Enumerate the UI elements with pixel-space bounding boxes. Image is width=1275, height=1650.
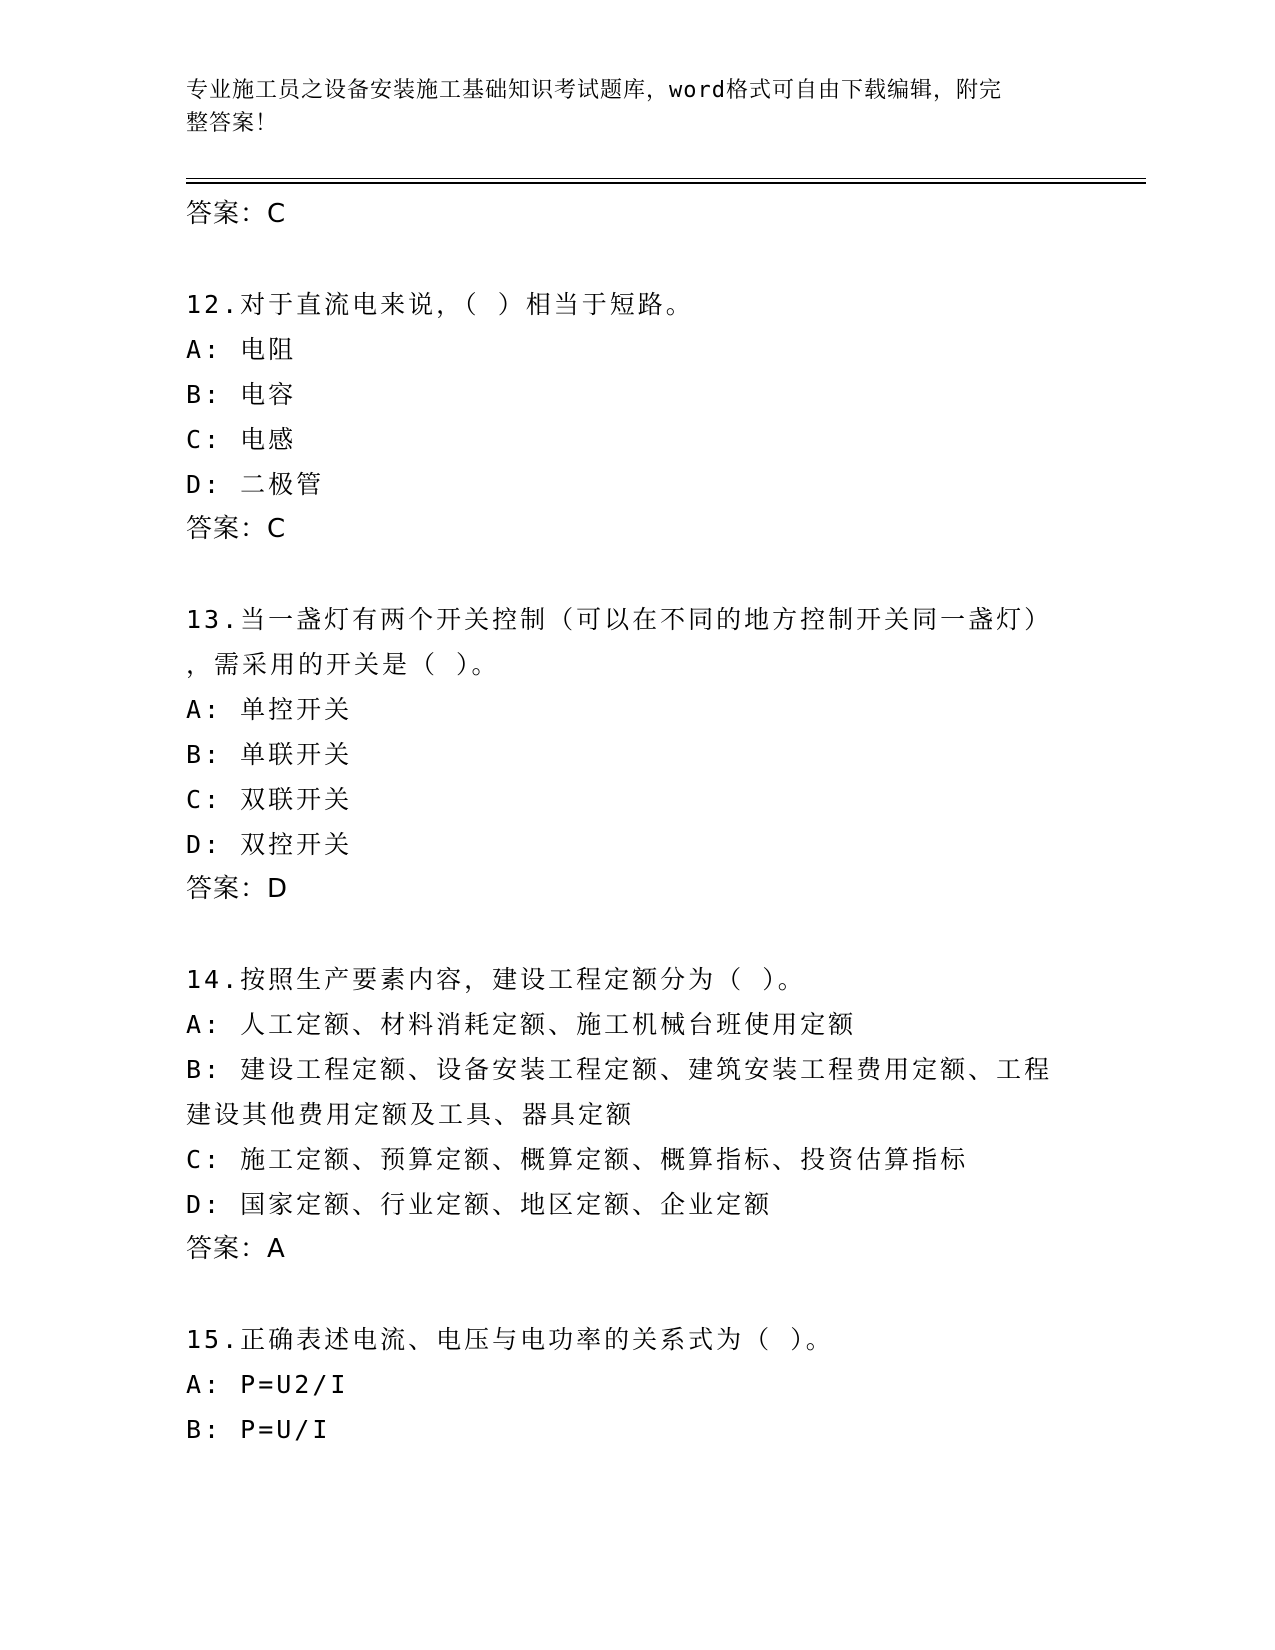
header-line: 整答案！ [186,111,279,136]
option-line: D: 国家定额、行业定额、地区定额、企业定额 [186,1190,773,1219]
header-rule [186,178,1146,179]
question-spacer [186,912,1086,957]
option-line: C: 施工定额、预算定额、概算定额、概算指标、投资估算指标 [186,1145,969,1174]
option-line: 建设其他费用定额及工具、器具定额 [186,1100,635,1129]
answer-line: 答案：D [186,874,289,904]
answer-line: 答案：C [186,199,287,229]
question-stem: 15.正确表述电流、电压与电功率的关系式为（ ）。 [186,1325,834,1354]
option-line: C: 双联开关 [186,785,353,814]
question-stem: 14.按照生产要素内容，建设工程定额分为（ ）。 [186,965,806,994]
answer-line: 答案：C [186,514,287,544]
question-stem: 12.对于直流电来说，（ ）相当于短路。 [186,290,694,319]
question-spacer [186,1272,1086,1317]
question-block [186,597,1086,912]
question-block [186,1317,1086,1452]
option-line: A: P=U2/I [186,1370,349,1399]
question-spacer [186,237,1086,282]
header-line: 专业施工员之设备安装施工基础知识考试题库，word格式可自由下载编辑，附完 [186,78,1002,103]
option-line: D: 二极管 [186,470,325,499]
answer-line: 答案：A [186,1234,286,1264]
option-line: A: 人工定额、材料消耗定额、施工机械台班使用定额 [186,1010,857,1039]
option-line: A: 单控开关 [186,695,353,724]
document-header [186,74,1066,140]
option-line: A: 电阻 [186,335,297,364]
question-list [186,192,1086,1452]
option-line: B: 单联开关 [186,740,353,769]
option-line: B: 电容 [186,380,297,409]
question-block [186,957,1086,1272]
header-rule [186,182,1146,184]
option-line: B: P=U/I [186,1415,331,1444]
option-line: C: 电感 [186,425,297,454]
question-stem: 13.当一盏灯有两个开关控制（可以在不同的地方控制开关同一盏灯） [186,605,1053,634]
question-block [186,282,1086,552]
question-spacer [186,552,1086,597]
option-line: B: 建设工程定额、设备安装工程定额、建筑安装工程费用定额、工程 [186,1055,1053,1084]
question-stem: ，需采用的开关是（ ）。 [186,650,500,679]
option-line: D: 双控开关 [186,830,353,859]
